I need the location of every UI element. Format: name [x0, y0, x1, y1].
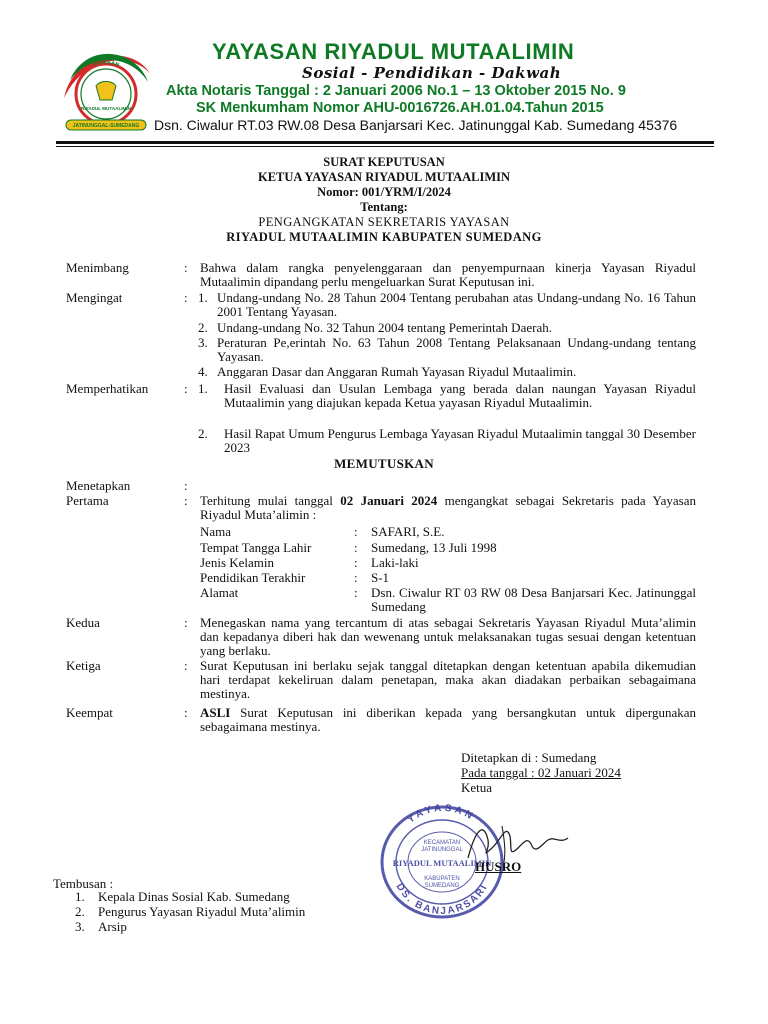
keempat-label: Keempat	[66, 705, 113, 720]
memperhatikan-label: Memperhatikan	[66, 381, 149, 396]
pertama-text-after: mengangkat sebagai Sekretaris pada Yayasan Riyadul Muta’alimin :	[200, 493, 696, 522]
keempat-rest: Surat Keputusan ini diberikan kepada yang bersangkutan untuk dipergunakan sebagaimana mestinya.	[200, 705, 696, 734]
sig-jabatan: Ketua	[461, 780, 493, 795]
colon: :	[184, 260, 188, 275]
detail-value-pendidikan: S-1	[371, 570, 390, 585]
colon: :	[184, 705, 188, 720]
ketiga-label: Ketiga	[66, 658, 101, 673]
org-address: Dsn. Ciwalur RT.03 RW.08 Desa Banjarsari Kec. Jatinunggal Kab. Sumedang 45376	[154, 117, 678, 133]
stamp-text-top: YAYASAN	[405, 802, 477, 826]
sig-ditetapkan: Ditetapkan di : Sumedang	[461, 750, 597, 765]
detail-label-ttl: Tempat Tangga Lahir	[200, 540, 312, 555]
colon: :	[354, 570, 358, 585]
kedua-label: Kedua	[66, 615, 100, 630]
list-number: 1.	[198, 290, 208, 305]
pertama-text-before: Terhitung mulai tanggal	[200, 493, 341, 508]
list-number: 3.	[75, 919, 85, 934]
detail-value-nama: SAFARI, S.E.	[371, 524, 445, 539]
colon: :	[184, 493, 188, 508]
detail-label-pendidikan: Pendidikan Terakhir	[200, 570, 306, 585]
title-line-3: Nomor: 001/YRM/I/2024	[317, 185, 451, 199]
memperhatikan-item: Hasil Evaluasi dan Usulan Lembaga yang berada dalan naungan Yayasan Riyadul Mutaalimin yang diajukan kepada Ketua yayasan Riyadul Mutaalimin.	[224, 381, 696, 410]
colon: :	[354, 524, 358, 539]
detail-label-nama: Nama	[200, 524, 232, 539]
stamp-text-bottom: DS. BANJARSARI	[393, 881, 491, 918]
logo-text-mid: RIYADUL MUTAALIMIN	[81, 106, 131, 111]
pertama-text	[200, 494, 696, 522]
logo-text-top: YAYASAN	[92, 59, 120, 69]
colon: :	[184, 615, 188, 630]
mengingat-item: Anggaran Dasar dan Anggaran Rumah Yayasan Riyadul Mutaalimin.	[217, 364, 577, 379]
colon: :	[354, 585, 358, 600]
list-number: 3.	[198, 335, 208, 350]
menimbang-label: Menimbang	[66, 260, 129, 275]
letterhead-divider-thin	[56, 146, 714, 147]
title-line-1: SURAT KEPUTUSAN	[323, 155, 445, 169]
detail-value-ttl: Sumedang, 13 Juli 1998	[371, 540, 497, 555]
title-line-6: RIYADUL MUTAALIMIN KABUPATEN SUMEDANG	[226, 230, 542, 244]
menetapkan-label: Menetapkan	[66, 478, 131, 493]
colon: :	[184, 290, 188, 305]
stamp-text-sumedang: SUMEDANG	[424, 883, 460, 889]
foundation-logo	[56, 40, 156, 140]
stamp-text-jatinunggal: JATINUNGGAL	[421, 847, 463, 853]
title-line-5: PENGANGKATAN SEKRETARIS YAYASAN	[258, 215, 510, 229]
memutuskan-heading: MEMUTUSKAN	[334, 456, 434, 471]
org-motto: Sosial - Pendidikan - Dakwah	[302, 64, 562, 82]
tembusan-item: Arsip	[98, 919, 127, 934]
tembusan-item: Pengurus Yayasan Riyadul Muta’alimin	[98, 904, 306, 919]
stamp-text-kecamatan: KECAMATAN	[423, 840, 461, 846]
keempat-bold: ASLI	[200, 705, 231, 720]
signer-name: HUSRO	[475, 859, 522, 874]
kedua-text: Menegaskan nama yang tercantum di atas sebagai Sekretaris Yayasan Riyadul Muta’alimin dan kepadanya diberi hak dan wewenang untuk melaksanakan tugas sesuai dengan ketentuan yang berlaku.	[200, 615, 696, 658]
colon: :	[354, 555, 358, 570]
org-akta: Akta Notaris Tanggal : 2 Januari 2006 No.1 – 13 Oktober 2015 No. 9	[166, 83, 626, 99]
list-number: 2.	[198, 320, 208, 335]
memperhatikan-item: Hasil Rapat Umum Pengurus Lembaga Yayasan Riyadul Mutaalimin tanggal 30 Desember 2023	[224, 426, 696, 455]
list-number: 1.	[198, 381, 208, 396]
colon: :	[184, 478, 188, 493]
mengingat-item: Peraturan Pe,erintah No. 63 Tahun 2008 Tentang Pelaksanaan Undang-undang tentang Yayasan.	[217, 335, 696, 364]
tembusan-title: Tembusan :	[53, 876, 114, 891]
detail-label-alamat: Alamat	[200, 585, 239, 600]
title-line-4: Tentang:	[360, 200, 408, 214]
keempat-text	[200, 706, 696, 734]
detail-value-alamat: Dsn. Ciwalur RT 03 RW 08 Desa Banjarsari Kec. Jatinunggal Sumedang	[371, 585, 696, 614]
org-sk: SK Menkumham Nomor AHU-0016726.AH.01.04.Tahun 2015	[196, 100, 604, 116]
list-number: 4.	[198, 364, 208, 379]
stamp-text-mid: RIYADUL MUTAALIMIN	[392, 858, 492, 868]
list-number: 2.	[75, 904, 85, 919]
mengingat-item: Undang-undang No. 28 Tahun 2004 Tentang perubahan atas Undang-undang No. 16 Tahun 2001 Tentang Yayasan.	[217, 290, 696, 319]
mengingat-label: Mengingat	[66, 290, 123, 305]
colon: :	[354, 540, 358, 555]
pertama-label: Pertama	[66, 493, 109, 508]
org-name: YAYASAN RIYADUL MUTAALIMIN	[212, 39, 575, 64]
detail-value-jenis-kelamin: Laki-laki	[371, 555, 419, 570]
tembusan-item: Kepala Dinas Sosial Kab. Sumedang	[98, 889, 290, 904]
ketiga-text: Surat Keputusan ini berlaku sejak tanggal ditetapkan dengan ketentuan apabila dikemudian hari terdapat kekeliruan dalam penetapan, maka akan diadakan perbaikan sebagaimana mestinya.	[200, 658, 696, 701]
stamp-text-kabupaten: KABUPATEN	[424, 876, 460, 882]
mengingat-item: Undang-undang No. 32 Tahun 2004 tentang Pemerintah Daerah.	[217, 320, 552, 335]
colon: :	[184, 658, 188, 673]
list-number: 1.	[75, 889, 85, 904]
title-line-2: KETUA YAYASAN RIYADUL MUTAALIMIN	[257, 170, 511, 184]
pertama-date: 02 Januari 2024	[340, 493, 438, 508]
colon: :	[184, 381, 188, 396]
menimbang-text: Bahwa dalam rangka penyelenggaraan dan penyempurnaan kinerja Yayasan Riyadul Mutaalimin dipandang perlu mengeluarkan Surat Keputusan ini.	[200, 260, 696, 289]
letterhead-divider-thick	[56, 141, 714, 144]
sig-tanggal: Pada tanggal : 02 Januari 2024	[461, 765, 621, 780]
logo-text-bottom: JATINUNGGAL-SUMEDANG	[72, 123, 140, 129]
detail-label-jenis-kelamin: Jenis Kelamin	[200, 555, 275, 570]
list-number: 2.	[198, 426, 208, 441]
